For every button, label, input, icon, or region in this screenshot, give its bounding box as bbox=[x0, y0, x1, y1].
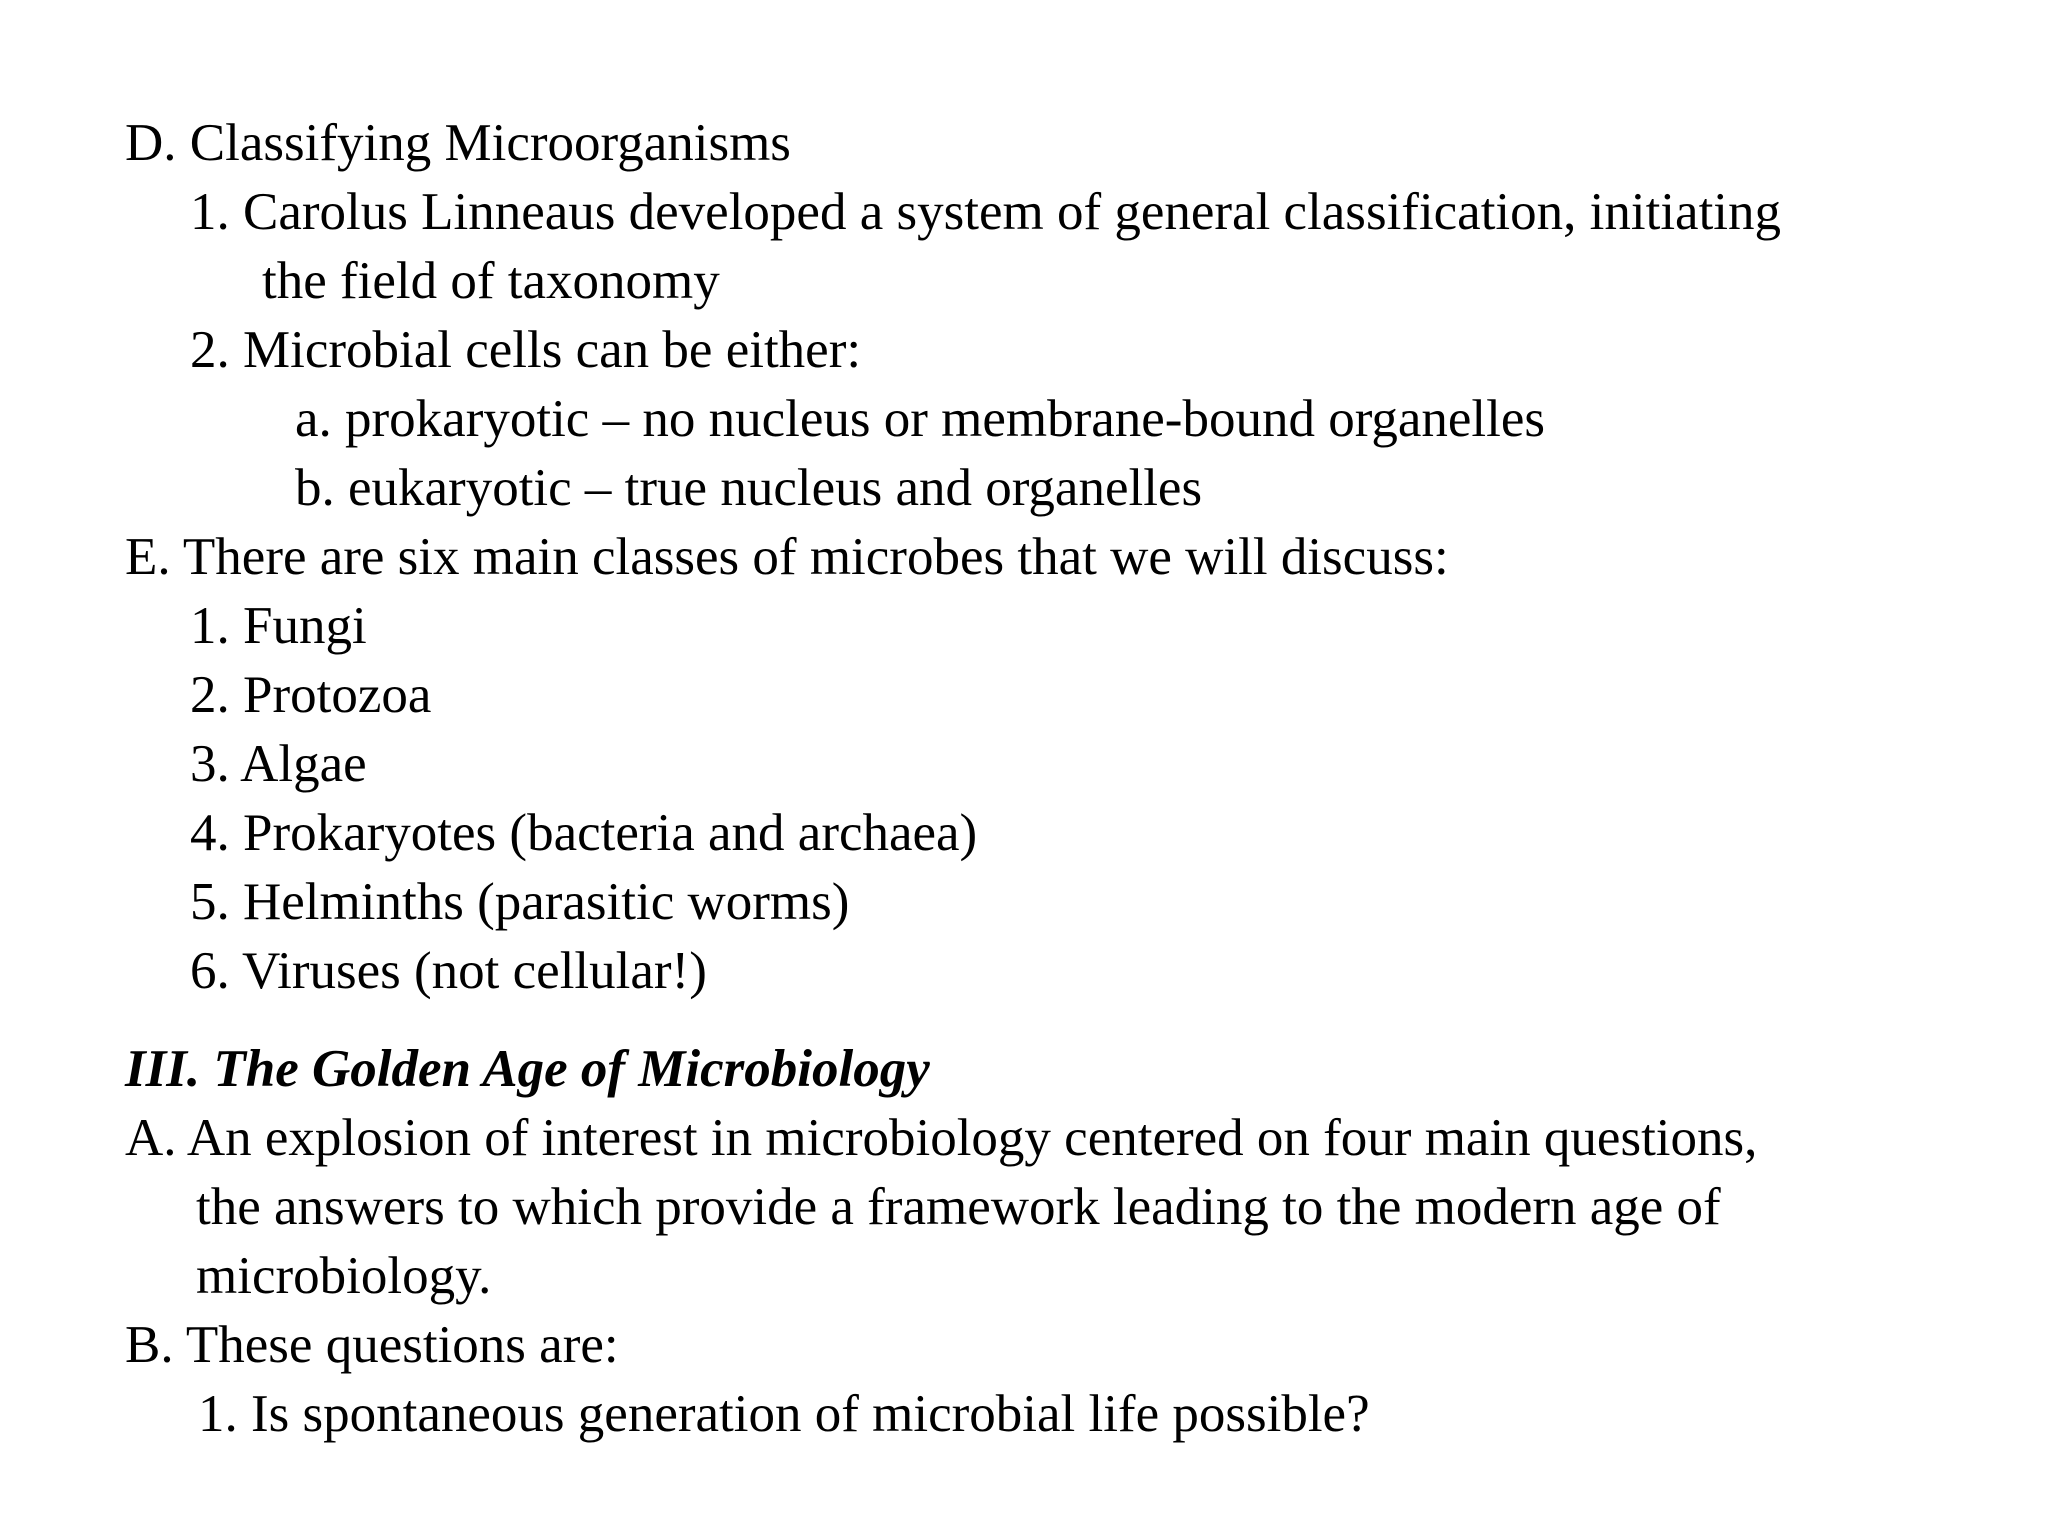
section-d-item-1-line-2: the field of taxonomy bbox=[262, 252, 720, 310]
section-d-item-1-line-1: 1. Carolus Linneaus developed a system of general classification, initiating bbox=[190, 183, 1782, 241]
section-iii-a-line-1: A. An explosion of interest in microbiology centered on four main questions, bbox=[125, 1109, 1758, 1167]
list-item: 5. Helminths (parasitic worms) bbox=[190, 873, 850, 931]
section-iii-b: B. These questions are: bbox=[125, 1316, 619, 1374]
section-d-heading: D. Classifying Microorganisms bbox=[125, 114, 791, 172]
list-item: 4. Prokaryotes (bacteria and archaea) bbox=[190, 804, 978, 862]
section-iii-heading: III. The Golden Age of Microbiology bbox=[125, 1040, 930, 1098]
section-d-item-2: 2. Microbial cells can be either: bbox=[190, 321, 862, 379]
list-item: 6. Viruses (not cellular!) bbox=[190, 942, 707, 1000]
list-item: 1. Fungi bbox=[190, 597, 367, 655]
list-item: 3. Algae bbox=[190, 735, 367, 793]
section-d-item-2a: a. prokaryotic – no nucleus or membrane-bound organelles bbox=[295, 390, 1546, 448]
section-iii-a-line-2: the answers to which provide a framework leading to the modern age of bbox=[196, 1178, 1721, 1236]
section-iii-a-line-3: microbiology. bbox=[196, 1247, 492, 1305]
list-item: 2. Protozoa bbox=[190, 666, 432, 724]
section-e-heading: E. There are six main classes of microbes that we will discuss: bbox=[125, 528, 1449, 586]
section-iii-b-item-1: 1. Is spontaneous generation of microbial life possible? bbox=[198, 1385, 1370, 1443]
section-d-item-2b: b. eukaryotic – true nucleus and organelles bbox=[295, 459, 1203, 517]
